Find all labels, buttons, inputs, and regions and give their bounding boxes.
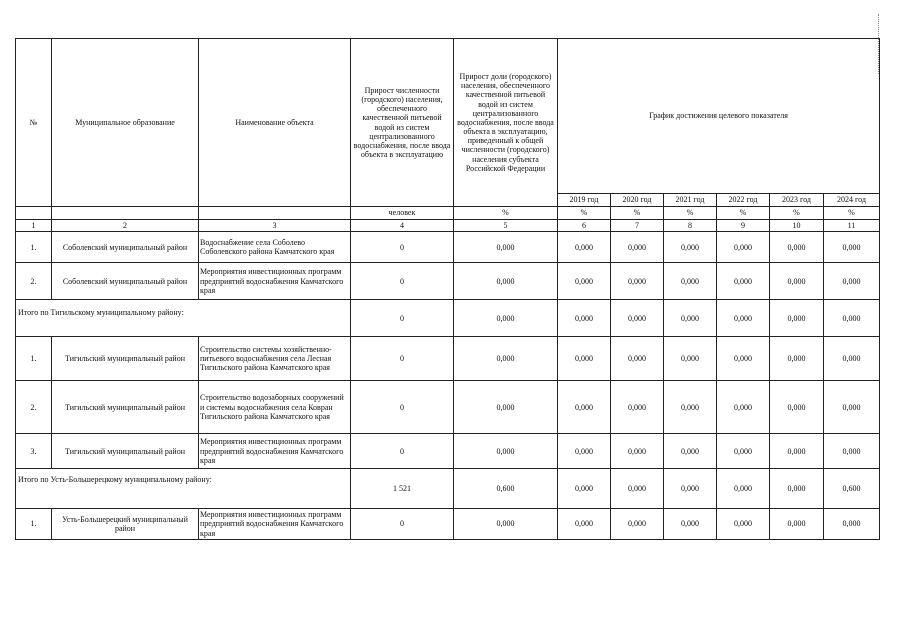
table-row	[16, 381, 880, 434]
col-number: 2	[52, 220, 199, 232]
row-growth: 1 521	[351, 469, 454, 509]
total-label: Итого по Тигильскому муниципальному району:	[16, 300, 351, 337]
row-object: Мероприятия инвестиционных программ предприятий водоснабжения Камчатского края	[199, 434, 351, 469]
row-year-value: 0,000	[770, 300, 824, 337]
unit-cell	[199, 207, 351, 220]
row-year-value: 0,000	[770, 469, 824, 509]
year-cell: 2022 год	[717, 194, 770, 207]
row-object: Строительство водозаборных сооружений и системы водоснабжения села Ковран Тигильского района Камчатского края	[199, 381, 351, 434]
row-share: 0,000	[454, 509, 558, 540]
row-growth: 0	[351, 300, 454, 337]
row-year-value: 0,000	[664, 337, 717, 381]
row-municipality: Тигильский муниципальный район	[52, 434, 199, 469]
row-year-value: 0,000	[611, 232, 664, 263]
header-object: Наименование объекта	[199, 39, 351, 207]
row-year-value: 0,000	[717, 434, 770, 469]
unit-cell: %	[717, 207, 770, 220]
unit-cell: %	[454, 207, 558, 220]
col-number: 5	[454, 220, 558, 232]
row-year-value: 0,000	[770, 337, 824, 381]
unit-cell: %	[664, 207, 717, 220]
year-cell: 2021 год	[664, 194, 717, 207]
row-num: 2.	[16, 263, 52, 300]
col-number: 10	[770, 220, 824, 232]
row-growth: 0	[351, 509, 454, 540]
row-year-value: 0,000	[664, 509, 717, 540]
row-object: Водоснабжение села Соболево Соболевского района Камчатского края	[199, 232, 351, 263]
row-year-value: 0,000	[664, 434, 717, 469]
row-num: 2.	[16, 381, 52, 434]
row-year-value: 0,000	[611, 509, 664, 540]
table-row	[16, 263, 880, 300]
row-year-value: 0,000	[770, 434, 824, 469]
row-growth: 0	[351, 232, 454, 263]
row-year-value: 0,000	[558, 434, 611, 469]
unit-cell: %	[824, 207, 880, 220]
row-year-value: 0,000	[611, 337, 664, 381]
row-share: 0,000	[454, 263, 558, 300]
year-cell: 2024 год	[824, 194, 880, 207]
column-numbers-row	[16, 220, 880, 232]
col-number: 11	[824, 220, 880, 232]
row-year-value: 0,000	[664, 381, 717, 434]
row-growth: 0	[351, 381, 454, 434]
header-share: Прирост доли (городского) населения, обеспеченного качественной питьевой водой из систем централизованного водоснабжения, после ввода объекта в эксплуатацию, приведенный к общей численности (городского) населения субъекта Российской Федерации	[454, 39, 558, 207]
col-number: 9	[717, 220, 770, 232]
row-year-value: 0,000	[824, 263, 880, 300]
col-number: 1	[16, 220, 52, 232]
total-label: Итого по Усть-Большерецкому муниципальному району:	[16, 469, 351, 509]
row-year-value: 0,000	[770, 263, 824, 300]
row-year-value: 0,000	[611, 469, 664, 509]
row-year-value: 0,000	[611, 381, 664, 434]
row-share: 0,000	[454, 381, 558, 434]
row-num: 3.	[16, 434, 52, 469]
unit-cell: %	[770, 207, 824, 220]
row-year-value: 0,000	[558, 263, 611, 300]
year-cell: 2023 год	[770, 194, 824, 207]
row-year-value: 0,000	[558, 469, 611, 509]
header-row	[16, 39, 880, 194]
row-year-value: 0,000	[717, 263, 770, 300]
row-year-value: 0,000	[717, 337, 770, 381]
header-municipality: Муниципальное образование	[52, 39, 199, 207]
col-number: 6	[558, 220, 611, 232]
row-year-value: 0,000	[664, 469, 717, 509]
row-municipality: Усть-Большерецкий муниципальный район	[52, 509, 199, 540]
table-row	[16, 232, 880, 263]
row-year-value: 0,000	[664, 263, 717, 300]
row-share: 0,000	[454, 300, 558, 337]
total-row	[16, 300, 880, 337]
row-growth: 0	[351, 337, 454, 381]
row-year-value: 0,000	[824, 381, 880, 434]
row-year-value: 0,000	[770, 381, 824, 434]
row-year-value: 0,000	[611, 263, 664, 300]
year-cell: 2019 год	[558, 194, 611, 207]
row-year-value: 0,000	[824, 509, 880, 540]
row-year-value: 0,000	[558, 337, 611, 381]
table-row	[16, 434, 880, 469]
unit-cell	[16, 207, 52, 220]
header-schedule: График достижения целевого показателя	[558, 39, 880, 194]
row-growth: 0	[351, 263, 454, 300]
year-cell: 2020 год	[611, 194, 664, 207]
row-year-value: 0,000	[558, 509, 611, 540]
row-year-value: 0,000	[717, 381, 770, 434]
row-year-value: 0,000	[558, 381, 611, 434]
col-number: 8	[664, 220, 717, 232]
table-row	[16, 509, 880, 540]
row-share: 0,000	[454, 337, 558, 381]
row-year-value: 0,000	[717, 469, 770, 509]
row-num: 1.	[16, 509, 52, 540]
row-year-value: 0,000	[664, 232, 717, 263]
row-year-value: 0,000	[824, 300, 880, 337]
row-year-value: 0,000	[717, 509, 770, 540]
unit-cell: %	[611, 207, 664, 220]
unit-cell: %	[558, 207, 611, 220]
row-num: 1.	[16, 337, 52, 381]
row-growth: 0	[351, 434, 454, 469]
row-year-value: 0,000	[611, 300, 664, 337]
row-year-value: 0,000	[558, 300, 611, 337]
unit-cell: человек	[351, 207, 454, 220]
row-share: 0,600	[454, 469, 558, 509]
row-year-value: 0,000	[824, 337, 880, 381]
row-year-value: 0,600	[824, 469, 880, 509]
row-municipality: Тигильский муниципальный район	[52, 337, 199, 381]
row-municipality: Соболевский муниципальный район	[52, 232, 199, 263]
row-year-value: 0,000	[611, 434, 664, 469]
row-object: Мероприятия инвестиционных программ предприятий водоснабжения Камчатского края	[199, 509, 351, 540]
table-row	[16, 337, 880, 381]
row-num: 1.	[16, 232, 52, 263]
row-year-value: 0,000	[770, 509, 824, 540]
row-municipality: Соболевский муниципальный район	[52, 263, 199, 300]
unit-cell	[52, 207, 199, 220]
row-year-value: 0,000	[824, 232, 880, 263]
col-number: 7	[611, 220, 664, 232]
row-object: Мероприятия инвестиционных программ предприятий водоснабжения Камчатского края	[199, 263, 351, 300]
units-row	[16, 207, 880, 220]
row-share: 0,000	[454, 232, 558, 263]
col-number: 4	[351, 220, 454, 232]
row-year-value: 0,000	[664, 300, 717, 337]
row-object: Строительство системы хозяйственно-питьевого водоснабжения села Лесная Тигильского района Камчатского края	[199, 337, 351, 381]
row-year-value: 0,000	[558, 232, 611, 263]
row-share: 0,000	[454, 434, 558, 469]
row-year-value: 0,000	[717, 232, 770, 263]
row-year-value: 0,000	[770, 232, 824, 263]
target-indicator-table	[15, 38, 880, 540]
total-row	[16, 469, 880, 509]
row-year-value: 0,000	[717, 300, 770, 337]
header-growth: Прирост численности (городского) населения, обеспеченного качественной питьевой водой из систем централизованного водоснабжения, после ввода объекта в эксплуатацию	[351, 39, 454, 207]
row-municipality: Тигильский муниципальный район	[52, 381, 199, 434]
row-year-value: 0,000	[824, 434, 880, 469]
header-num: №	[16, 39, 52, 207]
col-number: 3	[199, 220, 351, 232]
